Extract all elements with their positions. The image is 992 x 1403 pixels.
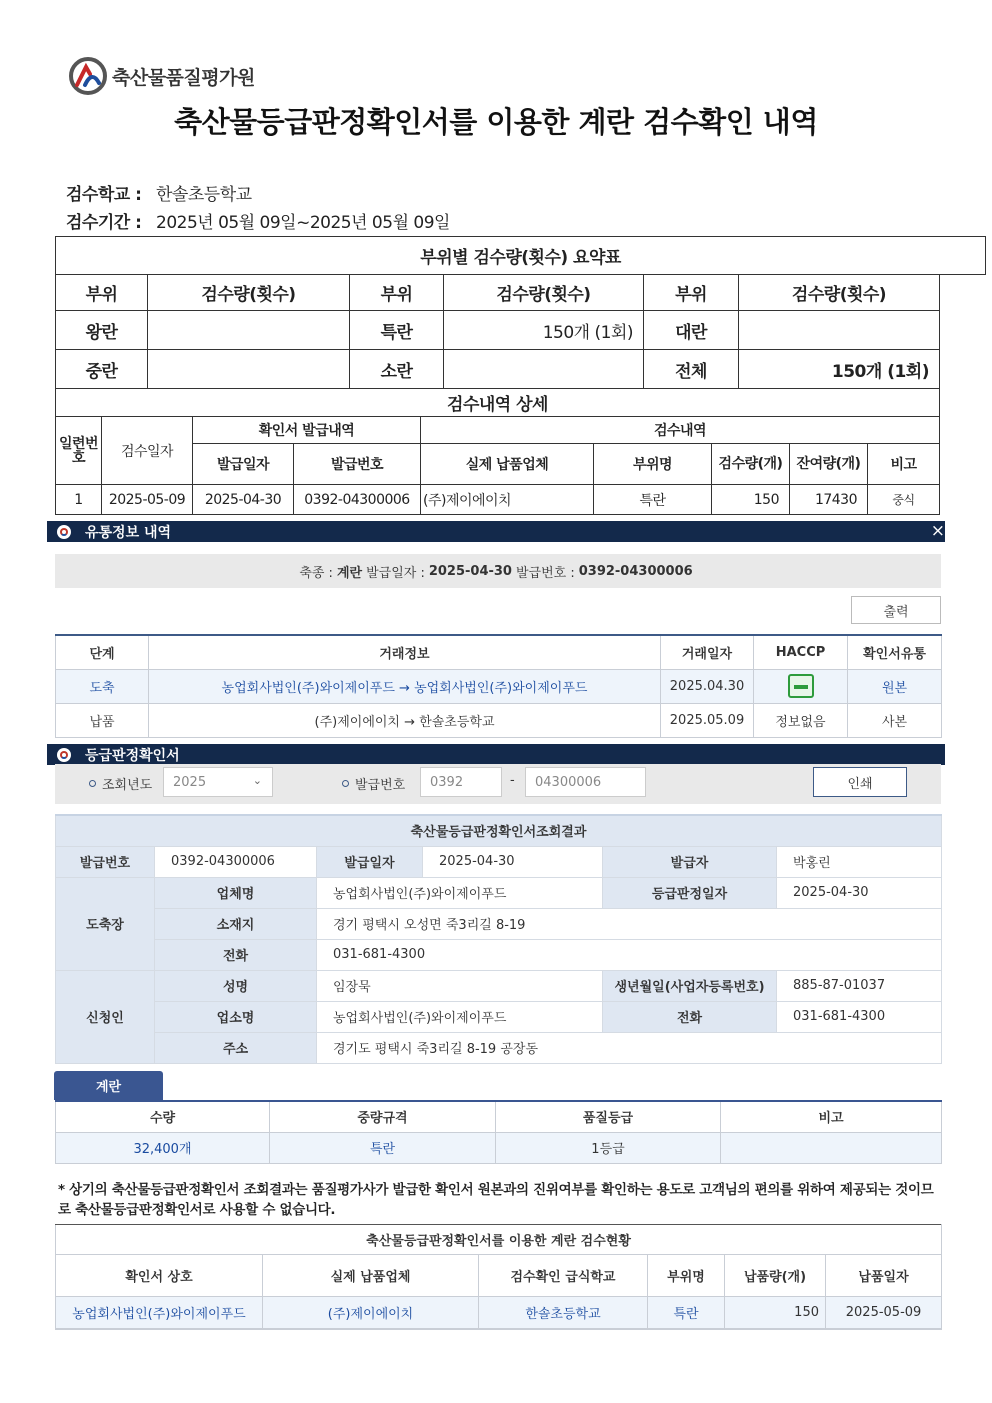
summary-row: 왕란 특란 150개 (1회) 대란 [56,311,940,350]
org-name: 축산물품질평가원 [112,66,255,89]
grade-cert-bar [47,744,945,765]
close-icon[interactable]: × [930,521,945,541]
org-logo [68,56,255,96]
cert-row: 전화 031-681-4300 [56,939,942,970]
school-label: 검수학교 : [66,185,142,205]
school-info [66,180,252,205]
print-button[interactable]: 출력 [851,596,941,624]
page-title: 축산물등급판정확인서를 이용한 계란 검수확인 내역 [174,105,818,139]
serial-header: 일련번호 [56,417,102,485]
cert-group-header: 확인서 발급내역 [193,417,421,444]
distribution-table [55,634,942,738]
tab-egg[interactable]: 계란 [54,1071,163,1100]
status-table [55,1224,942,1330]
cert-result-caption: 축산물등급판정확인서조회결과 [56,815,942,846]
distribution-bar [47,521,945,542]
cert-row: 업소명 농업회사법인(주)와이제이푸드 전화 031-681-4300 [56,1001,942,1032]
year-label: 조회년도 [89,774,152,793]
distribution-row: 납품 (주)제이에이치 → 한솔초등학교 2025.05.09 정보없음 사본 [56,703,942,737]
bullet-icon [342,780,349,787]
logo-mark-icon [57,525,71,539]
issue-no-label: 발급번호 [342,774,405,793]
cert-row: 신청인 성명 임장묵 생년월일(사업자등록번호) 885-87-01037 [56,970,942,1001]
distribution-summary-band: 축종 : 계란 발급일자 : 2025-04-30 발급번호 : 0392-04300006 [55,554,941,588]
issue-no-dash: - [510,773,515,788]
detail-row: 1 2025-05-09 2025-04-30 0392-04300006 (주)제이에이치 특란 150 17430 중식 [56,485,940,515]
summary-row: 중란 소란 전체 150개 (1회) [56,350,940,389]
logo-mark-icon [57,748,71,762]
egg-table [55,1100,942,1164]
chevron-down-icon: ⌄ [252,774,262,787]
cert-result-table [55,814,942,1064]
distribution-row: 도축 농업회사법인(주)와이제이푸드 → 농업회사법인(주)와이제이푸드 2025.04.30 원본 [56,669,942,703]
status-row: 농업회사법인(주)와이제이푸드 (주)제이에이치 한솔초등학교 특란 150 2025-05-09 [56,1297,942,1329]
summary-header-row: 부위 검수량(횟수) 부위 검수량(횟수) 부위 검수량(횟수) [56,275,940,311]
haccp-icon[interactable] [788,674,814,698]
period-value: 2025년 05월 09일~2025년 05월 09일 [156,213,450,233]
egg-row: 32,400개 특란 1등급 [56,1132,942,1163]
grade-cert-title: 등급판정확인서 [85,747,180,764]
issue-no-part2-input[interactable]: 04300006 [525,767,646,797]
cert-row: 주소 경기도 평택시 죽3리길 8-19 공장동 [56,1032,942,1063]
year-select[interactable]: 2025 ⌄ [163,767,273,797]
egg-header-row: 수량 중량규격 품질등급 비고 [56,1101,942,1132]
print-cert-button[interactable]: 인쇄 [813,767,907,797]
org-logo-icon [68,56,108,96]
period-label: 검수기간 : [66,213,142,233]
status-header-row: 확인서 상호 실제 납품업체 검수확인 급식학교 부위명 납품량(개) 납품일자 [56,1255,942,1297]
distribution-header-row: 단계 거래정보 거래일자 HACCP 확인서유통 [56,635,942,669]
detail-table: 검수내역 상세 일련번호 검수일자 확인서 발급내역 검수내역 발급일자 발급번호 실제 납품업체 부위명 검수량(개) 잔여량(개) 비고 1 2025-05-09 2025-04-30 0392-04300006 (주)제이에이치 특란 150 17430 중식 [55,388,940,515]
insp-group-header: 검수내역 [421,417,940,444]
status-caption: 축산물등급판정확인서를 이용한 계란 검수현황 [56,1225,942,1255]
summary-grid [55,274,940,389]
notice-text: * 상기의 축산물등급판정확인서 조회결과는 품질평가사가 발급한 확인서 원본과의 진위여부를 확인하는 용도로 고객님의 편의를 위하여 제공되는 것이므로 축산물등급판정확인서로 사용할 수 없습니다. [58,1182,934,1218]
detail-caption: 검수내역 상세 [56,389,940,417]
issue-no-part1-input[interactable]: 0392 [420,767,502,797]
summary-table [55,236,986,275]
cert-row: 도축장 업체명 농업회사법인(주)와이제이푸드 등급판정일자 2025-04-30 [56,877,942,908]
date-header: 검수일자 [102,417,193,485]
cert-row: 발급번호 0392-04300006 발급일자 2025-04-30 발급자 박홍린 [56,846,942,877]
distribution-title: 유통정보 내역 [85,524,172,541]
school-value: 한솔초등학교 [156,185,252,205]
period-info [66,208,450,233]
summary-caption: 부위별 검수량(횟수) 요약표 [56,237,986,275]
cert-row: 소재지 경기 평택시 오성면 죽3리길 8-19 [56,908,942,939]
bullet-icon [89,780,96,787]
